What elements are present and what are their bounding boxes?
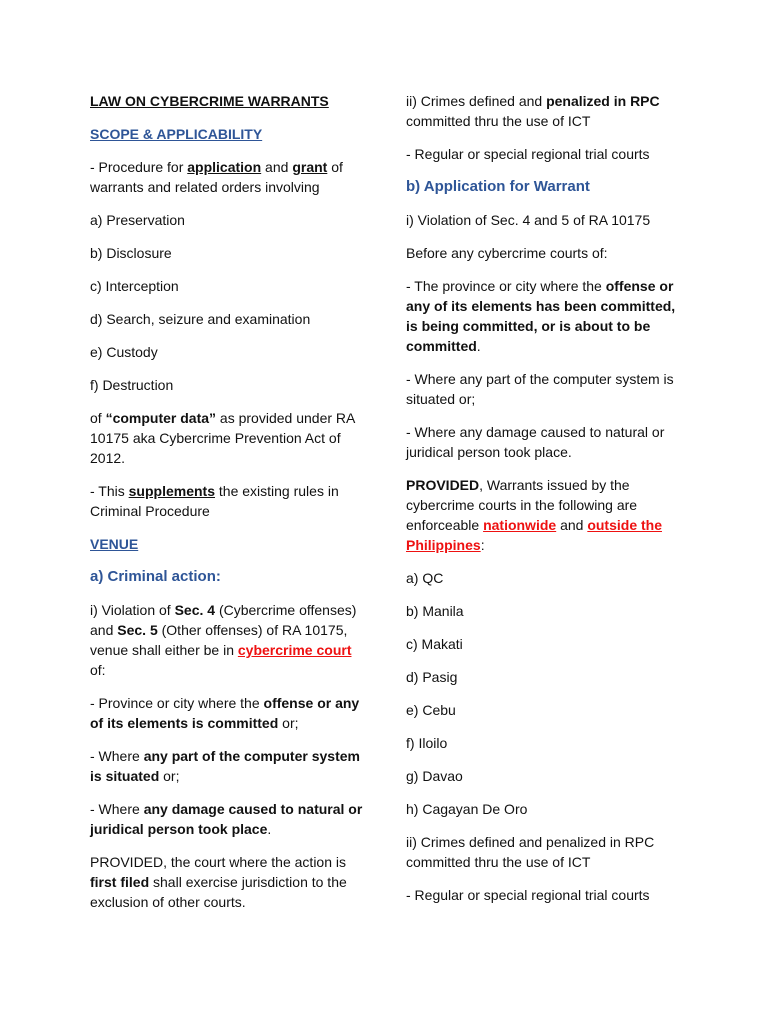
city-item: e) Cebu [406, 702, 456, 718]
system-paragraph: - Where any part of the computer system is situated or; [90, 748, 360, 784]
provided-paragraph: PROVIDED, the court where the action is first filed shall exercise jurisdiction to the exclusion of other courts. [90, 854, 347, 910]
crimes-paragraph: ii) Crimes defined and penalized in RPC committed thru the use of ICT [406, 93, 660, 129]
left-column [90, 91, 365, 925]
regular-courts-paragraph: - Regular or special regional trial courts [406, 146, 650, 162]
list-item: c) Interception [90, 278, 179, 294]
damage-paragraph: - Where any damage caused to natural or juridical person took place. [90, 801, 363, 837]
list-item: b) Disclosure [90, 245, 172, 261]
scope-heading: SCOPE & APPLICABILITY [90, 126, 263, 142]
violation-paragraph: i) Violation of Sec. 4 and 5 of RA 10175 [406, 212, 651, 228]
venue-heading: VENUE [90, 536, 139, 552]
list-item: f) Destruction [90, 377, 174, 393]
list-item: d) Search, seizure and examination [90, 311, 311, 327]
list-item: a) Preservation [90, 212, 185, 228]
city-item: a) QC [406, 570, 444, 586]
crimes-paragraph: ii) Crimes defined and penalized in RPC committed thru the use of ICT [406, 834, 655, 870]
before-courts-paragraph: Before any cybercrime courts of: [406, 245, 608, 261]
provided-paragraph: PROVIDED, Warrants issued by the cybercrime courts in the following are enforceable nationwide and outside the Philippines: [406, 477, 662, 553]
province-paragraph: - The province or city where the offense or any of its elements has been committed, is being committed, or is about to be committed. [406, 278, 676, 354]
city-item: h) Cagayan De Oro [406, 801, 528, 817]
supplements-paragraph: - This supplements the existing rules in Criminal Procedure [90, 483, 339, 519]
city-item: g) Davao [406, 768, 463, 784]
regular-courts-paragraph: - Regular or special regional trial courts [406, 887, 650, 903]
procedure-paragraph: - Procedure for application and grant of warrants and related orders involving [90, 159, 343, 195]
city-item: d) Pasig [406, 669, 458, 685]
city-item: b) Manila [406, 603, 464, 619]
city-item: f) Iloilo [406, 735, 448, 751]
violation-paragraph: i) Violation of Sec. 4 (Cybercrime offenses) and Sec. 5 (Other offenses) of RA 10175, venue shall either be in cybercrime court of: [90, 602, 357, 678]
list-item: e) Custody [90, 344, 158, 360]
application-warrant-heading: b) Application for Warrant [406, 178, 590, 195]
document-title: LAW ON CYBERCRIME WARRANTS [90, 93, 329, 109]
province-paragraph: - Province or city where the offense or any of its elements is committed or; [90, 695, 360, 731]
damage-paragraph: - Where any damage caused to natural or juridical person took place. [406, 424, 665, 460]
right-column [406, 91, 686, 918]
criminal-action-heading: a) Criminal action: [90, 568, 221, 585]
computer-data-paragraph: of “computer data” as provided under RA 10175 aka Cybercrime Prevention Act of 2012. [90, 410, 355, 466]
system-paragraph: - Where any part of the computer system is situated or; [406, 371, 674, 407]
city-item: c) Makati [406, 636, 463, 652]
